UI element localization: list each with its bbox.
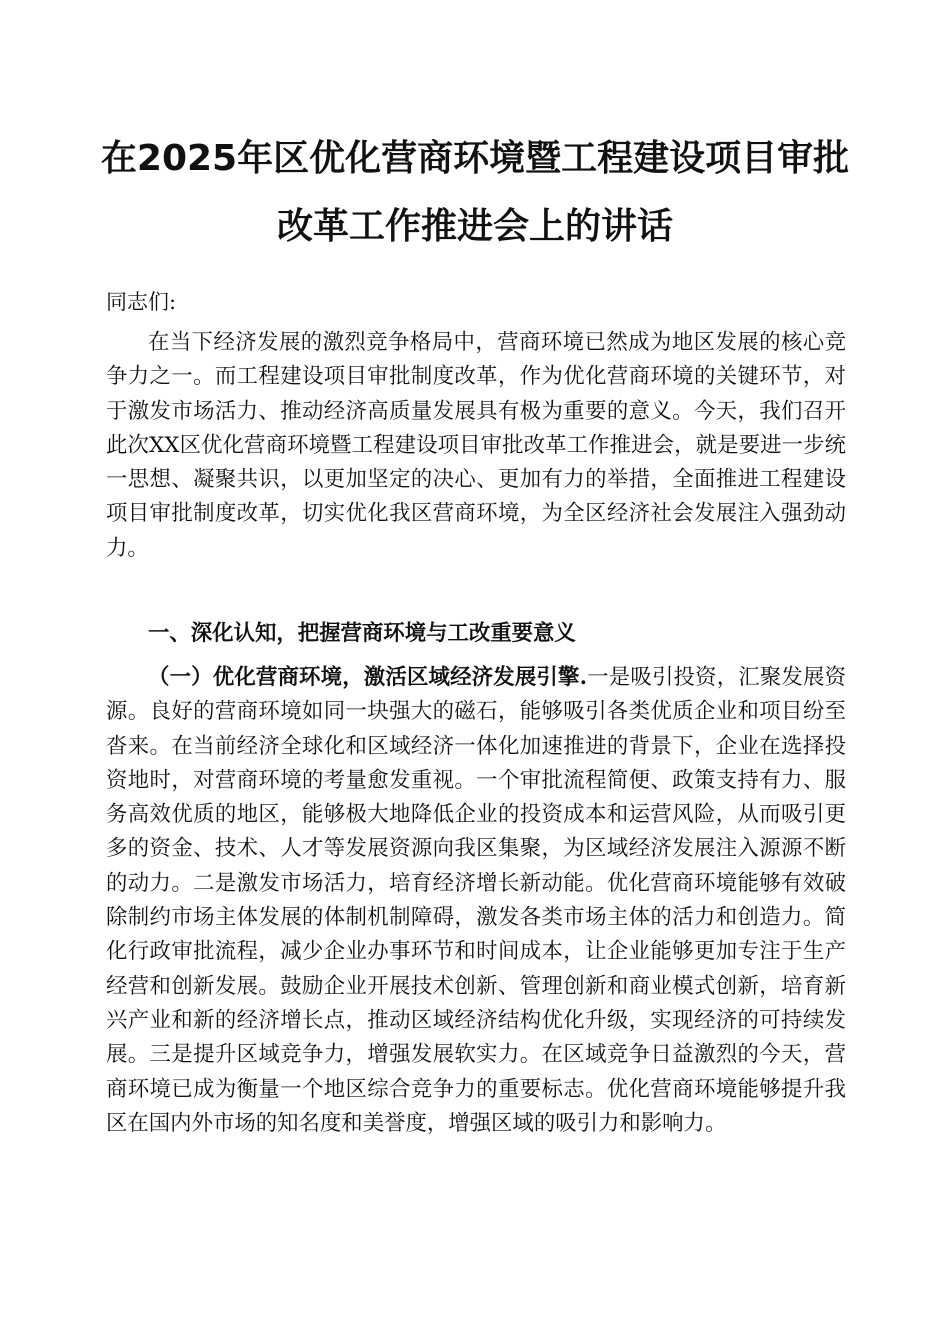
title-line-2: 改革工作推进会上的讲话 [276,206,673,247]
title-line-1: 在2025年区优化营商环境暨工程建设项目审批 [100,138,850,179]
subsection-text-1: 一是吸引投资，汇聚发展资源。良好的营商环境如同一块强大的磁石，能够吸引各类优质企业和项目纷至沓来。在当前经济全球化和区域经济一体化加速推进的背景下，企业在选择投资地时，对营商环境的考量愈发重视。一个审批流程简便、政策支持有力、服务高效优质的地区，能够极大地降低企业的投资成本和运营风险，从而吸引更多的资金、技术、人才等发展资源向我区集聚，为区域经济发展注入源源不断的动力。二是激发市场活力，培育经济增长新动能。优化营商环境能够有效破除制约市场主体发展的体制机制障碍，激发各类市场主体的活力和创造力。简化行政审批流程，减少企业办事环节和时间成本，让企业能够更加专注于生产经营和创新发展。鼓励企业开展技术创新、管理创新和商业模式创新，培育新兴产业和新的经济增长点，推动区域经济结构优化升级，实现经济的可持续发展。三是提升区域竞争力，增强发展软实力。在区域竞争日益激烈的今天，营商环境已成为衡量一个地区综合竞争力的重要标志。优化营商环境能够提升我区在国内外市场的知名度和美誉度，增强区域的吸引力和影响力。 [106,665,846,1136]
salutation: 同志们: [106,290,177,314]
intro-paragraph-text: 在当下经济发展的激烈竞争格局中，营商环境已然成为地区发展的核心竞争力之一。而工程建设项目审批制度改革，作为优化营商环境的关键环节，对于激发市场活力、推动经济高质量发展具有极为重要的意义。今天，我们召开此次XX区优化营商环境暨工程建设项目审批改革工作推进会，就是要进一步统一思想、凝聚共识，以更加坚定的决心、更加有力的举措，全面推进工程建设项目审批制度改革，切实优化我区营商环境，为全区经济社会发展注入强劲动力。 [106,330,846,561]
intro-paragraph [106,326,846,566]
subsection-heading-1: （一）优化营商环境，激活区域经济发展引擎. [148,665,588,690]
section-heading-1: 一、深化认知，把握营商环境与工改重要意义 [148,621,576,646]
subsection-paragraph-1 [106,661,846,1141]
